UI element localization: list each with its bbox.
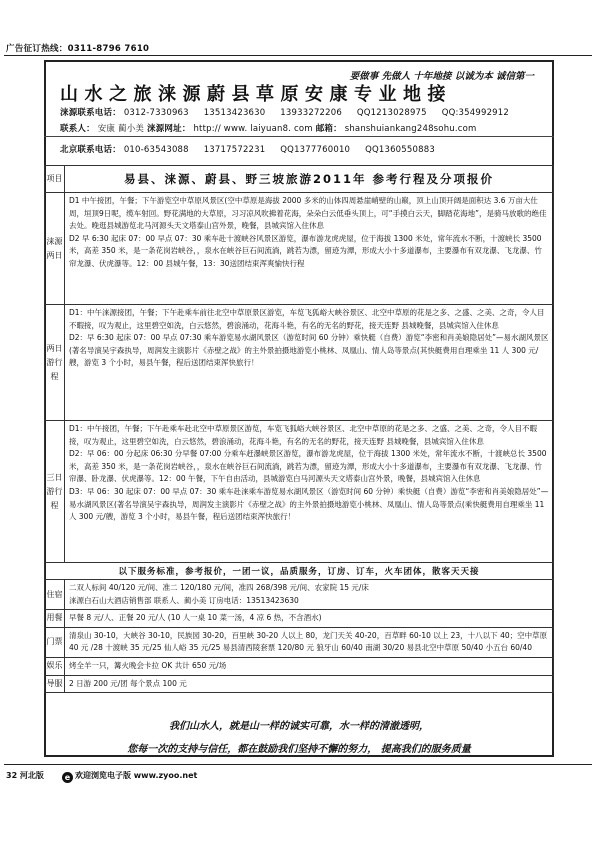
phone: 010-63543088 [123, 145, 189, 155]
contact-divider [44, 136, 554, 137]
mail-label: 邮箱： [315, 124, 342, 134]
contact-label: 联系人： [60, 124, 95, 134]
contact-line-beijing [60, 143, 435, 155]
closing-line-2: 您每一次的支持与信任，都在鼓励我们坚持不懈的努力， 提高我们的服务质量 [127, 744, 471, 755]
contact-label: 北京联系电话： [60, 145, 121, 155]
service-line: 2 日游 200 元/团 每个景点 100 元 [69, 678, 187, 688]
service-text [65, 657, 554, 675]
service-row [45, 657, 554, 675]
web-label: 涞源网址： [147, 124, 191, 134]
day-plan: D3：早 06：30 起床 07：00 早点 07：30 乘车赴涞乘车游览易水湖风景区（游览时间 60 分钟）乘快艇（自费）游览“李密和肖美娘隐居处”—易水湖风景区(著名导演吴宇森执导，周润发主演影片《赤壁之战》的主外景拍摄地游览小桃林、凤凰山、情人岛等景点(乘快艇费用自理乘坐 11 人 300 元/艘，游览 3 个小时，易县午餐，程后送团结束浑快旅行！ [69, 486, 549, 522]
top-rule [4, 55, 592, 56]
services-banner-row [45, 563, 554, 580]
row-side-label: 两日游行程 [45, 305, 65, 421]
itinerary-table [44, 165, 554, 693]
itinerary-row [45, 193, 554, 305]
qq: QQ1360550883 [365, 145, 435, 155]
contact-line-laiyuan [60, 106, 509, 118]
day-plan: D1：中午涞源接团，午餐；下午赴乘车前往北空中草原景区游览，车览飞狐峪大峡谷景区、北空中草原的花是之多、之盛、之美、之奇，令人目不暇接，叹为观止，这里碧空如洗，白云悠然，碧浪涌动，花海斗艳，有名的无名的野花，接天连野 县城晚餐，县城宾馆入住休息 [69, 308, 545, 330]
service-row [45, 627, 554, 657]
email-link[interactable]: shanshuiankang248sohu.com [344, 124, 477, 134]
bottom-rule [4, 764, 592, 765]
itinerary-row [45, 305, 554, 421]
phone: 0312-7330963 [123, 108, 189, 118]
service-row [45, 610, 554, 628]
itinerary-text [65, 421, 554, 563]
day-plan: D2：早 06：00 分起床 06:30 分早餐 07:00 分乘车赶瀑峡景区游览，瀑布游龙虎屋，位于海拔 1300 米处，常年流水不断，十渡峡总长 3500 米，高差 350 米，是一条花岗岩峡谷，，泉水在峡谷巨石间流淌，跳若为漂，留迹为潭，形成大小十多道瀑布，主要瀑布有双龙瀑、飞龙瀑、竹帘瀑、卧龙瀑、伏虎瀑等。12：00 午餐，下午自由活动，县城游览白马河源头天文塔泰山宫外景，晚餐，县城宾馆入住休息 [69, 449, 547, 484]
contact-names: 安康 蔺小美 [97, 124, 145, 134]
itinerary-text [65, 305, 554, 421]
row-side-label: 娱乐 [45, 657, 65, 675]
slogan: 要做事 先做人 十年地接 以诚为本 诚信第一 [349, 71, 534, 82]
day-plan: D2：早 6:30 起床 07：00 早点 07:30 乘车游览易水湖风景区（游览时间 60 分钟）乘快艇（自费）游览“李密和肖美娘隐居处”—易水湖风景区(著名导演吴宇森执导，周润发主演影片《赤壁之战》的主外景拍摄地游览小桃林、凤凰山、情人岛等景点(其快艇费用自理乘坐 11 人 300 元/艘，游览 3 个小时，易县午餐，程后送团结束浑快旅行！ [69, 333, 549, 368]
day-plan: D1：中午接团，午餐；下午赴乘车赴北空中草原景区游览，车览飞狐峪大峡谷景区、北空中草原的花是之多、之盛、之美、之奇，令人目不暇接，叹为观止，这里碧空如洗，白云悠然，碧浪涌动，花海斗艳，有名的无名的野花，接天连野 县城晚餐，县城宾馆入住休息 [69, 424, 538, 446]
header-side-label: 项目 [45, 166, 65, 193]
table-title: 易县、涞源、蔚县、野三坡旅游2011年 参考行程及分项报价 [65, 166, 554, 193]
service-text [65, 627, 554, 657]
day-plan: D2 早 6:30 起床 07：00 早点 07：30 乘车赴十渡峡谷风景区游览，瀑布游龙虎虎屋，位于海拔 1300 米处，常年流水不断，十渡峡长 3500 米，高差 350 米，是一条花岗岩峡谷，，泉水在峡谷巨石间流淌，跳若为漂，留迹为潭，形成大小十多道瀑布，主要瀑布有双龙瀑、飞龙瀑、竹帘龙瀑、伏虎瀑等。12：00 县城午餐，13：30送团结束浑爽愉快行程 [69, 233, 542, 268]
service-text [65, 675, 554, 693]
service-line: 早餐 8 元/人、正餐 20 元/人 (10 人一桌 10 菜一汤，4 凉 6 热，不含酒水) [69, 613, 322, 623]
row-side-label: 住宿 [45, 580, 65, 610]
closing-line-1: 我们山水人，就是山一样的诚实可靠，水一样的清澈透明， [169, 721, 429, 732]
footer-site-link[interactable]: 欢迎浏览电子版 www.zyoo.net [75, 771, 198, 780]
itinerary-row [45, 421, 554, 563]
phone: 13933272206 [280, 108, 342, 118]
service-text [65, 580, 554, 610]
service-line: 烤全羊一只，篝火晚会卡拉 OK 共计 650 元/场 [69, 660, 227, 670]
service-row [45, 675, 554, 693]
service-text [65, 610, 554, 628]
phone: 13513423630 [203, 108, 266, 118]
contact-line-people [60, 122, 477, 134]
qq: QQ1377760010 [280, 145, 351, 155]
qq: QQ:354992912 [441, 108, 510, 118]
itinerary-text [65, 193, 554, 305]
e-logo-icon: e [62, 772, 73, 783]
table-header-row [45, 166, 554, 193]
row-side-label: 三日游行程 [45, 421, 65, 563]
ad-hotline: 广告征订热线：0311-8796 7610 [6, 44, 150, 54]
service-line: 涞源白石山大酒店销售部 联系人、蔺小美 订房电话：13513423630 [69, 595, 299, 605]
row-side-label: 涞源两日 [45, 193, 65, 305]
service-row [45, 580, 554, 610]
contact-label: 涞源联系电话： [60, 108, 121, 118]
page-number: 32 河北版 [6, 771, 44, 780]
services-banner: 以下服务标准，参考报价，一团一议，品质服务，订房、订车，火车团体，散客天天接 [45, 563, 554, 580]
day-plan: D1 中午接团，午餐；下午游览空中草原风景区(空中草原是海拔 2000 多米的山体四周悬崖峭壁的山巅，顶上山顶开阔是面积达 3.6 万亩大仕周，垣顶9日呢，缆车射回。野花满地的大草原，习习凉风吹拂着花海，朵朵白云低垂头顶上，可“手摸白云天，脚踏花海地”，是骑马放歌的绝佳去处。晚逛县城游览北马河源头天文塔泰山宫外景，晚餐，县城宾馆入住休息 [69, 196, 547, 231]
qq: QQ1213028975 [356, 108, 427, 118]
footer-site [62, 770, 197, 783]
service-line: 清泉山 30-10，大峡谷 30-10，民族园 30-20，百里峡 30-20 人以上 80，龙门天关 40-20，百草畔 60-10 以上 23，十八以下 40；空中草原 40 元 /28 十渡峡 35 元/25 仙人峪 35 元/25 易县清西陵套票 120/80 元 狼牙山 60/40 南湖 30/20 易县北空中草原 50/40 小五台 60/40 [69, 630, 548, 653]
row-side-label: 导服 [45, 675, 65, 693]
main-title: 山水之旅涞源蔚县草原安康专业地接 [60, 84, 452, 105]
row-side-label: 用餐 [45, 610, 65, 628]
row-side-label: 门票 [45, 627, 65, 657]
service-line: 二双人标间 40/120 元/间、准二 120/180 元/间，准四 268/398 元/间、农家院 15 元/床 [69, 583, 369, 592]
phone: 13717572231 [203, 145, 266, 155]
website-link[interactable]: http:// www. laiyuan8. com [193, 124, 313, 134]
